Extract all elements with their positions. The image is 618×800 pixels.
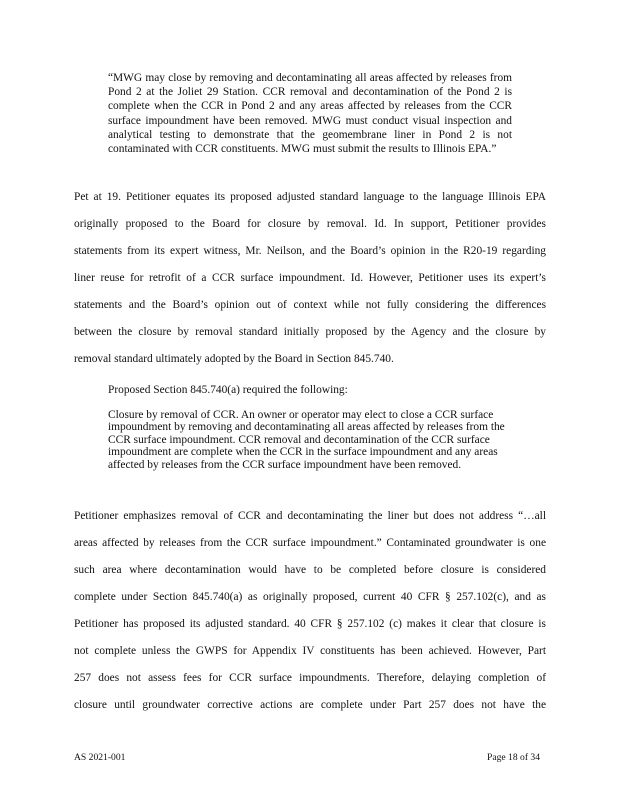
paragraph-line: originally proposed to the Board for closure by removal. Id. In support, Petitioner provides xyxy=(74,218,546,230)
paragraph-line: removal standard ultimately adopted by the Board in Section 845.740. xyxy=(74,353,394,365)
paragraph-line: areas affected by releases from the CCR surface impoundment.” Contaminated groundwater is one xyxy=(74,537,546,549)
block-quote-section-845-740a xyxy=(108,409,508,471)
paragraph-line: statements and the Board’s opinion out of context while not fully considering the differences xyxy=(74,299,546,311)
block-quote-text: “MWG may close by removing and decontaminating all areas affected by releases from Pond 2 at the Joliet 29 Station. CCR removal and decontamination of the Pond 2 is complete when the CCR in Pond 2 and any areas affected by releases from the CCR surface impoundment have been removed. MWG must conduct visual inspection and analytical testing to demonstrate that the geomembrane liner in Pond 2 is not contaminated with CCR constituents. MWG must submit the results to Illinois EPA.” xyxy=(108,72,512,156)
paragraph-line: not complete unless the GWPS for Appendix IV constituents has been achieved. However, Part xyxy=(74,645,546,657)
paragraph-line: Petitioner emphasizes removal of CCR and decontaminating the liner but does not address “…all xyxy=(74,510,546,522)
footer-page-number: Page 18 of 34 xyxy=(487,752,541,763)
block-quote-text: Closure by removal of CCR. An owner or operator may elect to close a CCR surface impoundment by removing and decontaminating all areas affected by releases from the CCR surface impoundment. CCR removal and decontamination of the CCR surface impoundment are complete when the CCR in the surface impoundment and any areas affected by releases from the CCR surface impoundment have been removed. xyxy=(108,409,505,471)
paragraph-line: liner reuse for retrofit of a CCR surface impoundment. Id. However, Petitioner uses its expert’s xyxy=(74,272,546,284)
paragraph-line: Petitioner has proposed its adjusted standard. 40 CFR § 257.102 (c) makes it clear that closure is xyxy=(74,618,546,630)
paragraph-line: between the closure by removal standard initially proposed by the Agency and the closure by xyxy=(74,326,546,338)
paragraph-line: closure until groundwater corrective actions are complete under Part 257 does not have the xyxy=(74,699,546,711)
paragraph-line: such area where decontamination would have to be completed before closure is considered xyxy=(74,564,546,576)
paragraph-line: Pet at 19. Petitioner equates its proposed adjusted standard language to the language Illinois EPA xyxy=(74,191,546,203)
paragraph-line: complete under Section 845.740(a) as originally proposed, current 40 CFR § 257.102(c), and as xyxy=(74,591,546,603)
paragraph-line: 257 does not assess fees for CCR surface impoundments. Therefore, delaying completion of xyxy=(74,672,546,684)
footer-case-number: AS 2021-001 xyxy=(74,752,126,763)
block-quote-petition xyxy=(108,71,512,156)
quote-intro: Proposed Section 845.740(a) required the following: xyxy=(108,384,348,396)
paragraph-line: statements from its expert witness, Mr. Neilson, and the Board’s opinion in the R20-19 regarding xyxy=(74,245,546,257)
